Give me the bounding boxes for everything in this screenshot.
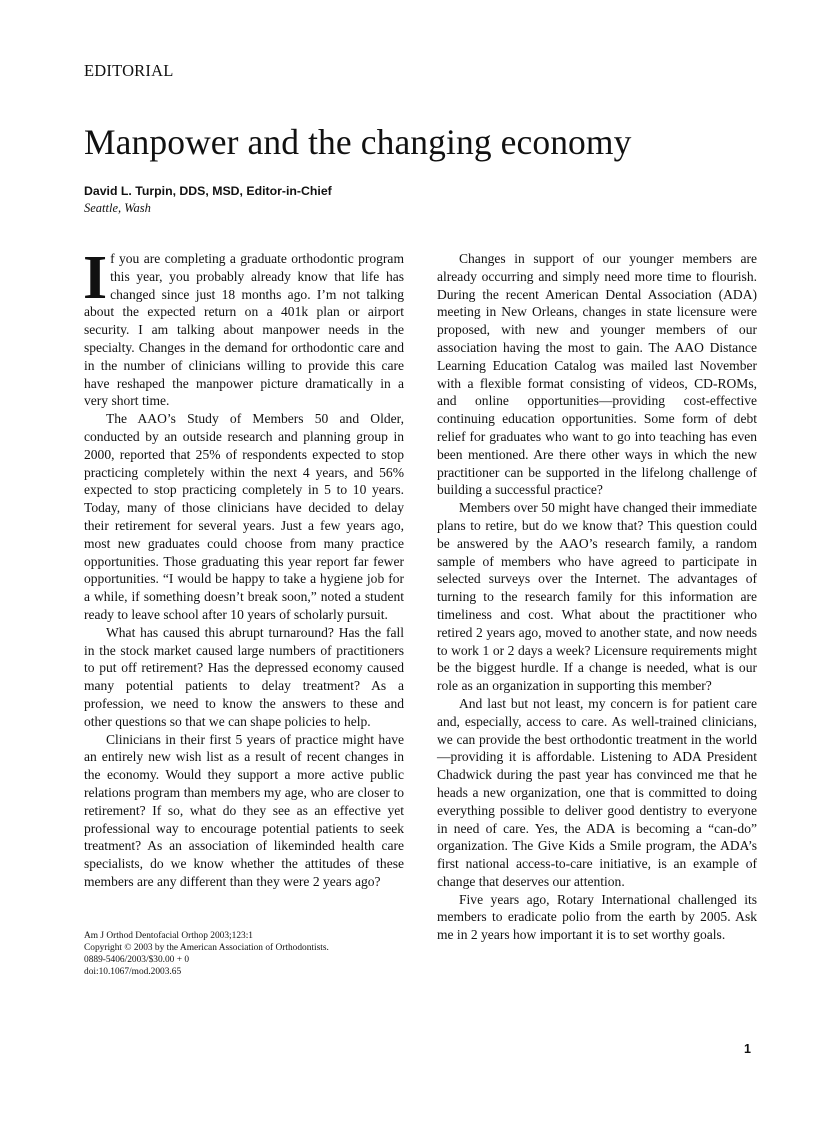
paragraph: And last but not least, my concern is for patient care and, especially, access to care. As well-trained clinicians, we can provide the best orthodontic treatment in the world—providing it is affordable. Listening to ADA President Chadwick during the past year has convinced me that he heads a new organization, one that is committed to doing everything possible to deliver good dentistry to everyone in need of care. Yes, the ADA is becoming a “can-do” organization. The Give Kids a Smile program, the ADA’s first national access-to-care initiative, is an example of change that deserves our attention. (437, 695, 757, 889)
author-location: Seattle, Wash (84, 201, 151, 215)
doi-link[interactable]: doi:10.1067/mod.2003.65 (84, 967, 182, 977)
paragraph: The AAO’s Study of Members 50 and Older, conducted by an outside research and planning group in 2000, reported that 25% of respondents expected to stop practicing completely within the next 4 years, and 56% expected to stop practicing completely in 5 to 10 years. Today, many of those clinicians have decided to delay their retirement for several years. Just a few years ago, most new graduates could choose from many practice opportunities. Those graduating this year report far fewer opportunities. “I would be happy to take a hygiene job for a while, if something doesn’t break soon,” noted a student ready to leave school after 10 years of scholarly pursuit. (84, 411, 404, 622)
left-column (83, 244, 404, 891)
paragraph: Changes in support of our younger members are already occurring and simply need more time to flourish. During the recent American Dental Association (ADA) meeting in New Orleans, changes in state licensure were proposed, with new and younger members of our association having the most to gain. The AAO Distance Learning Education Catalog was mailed last November with a flexible format consisting of videos, CD-ROMs, and online opportunities—providing cost-effective continuing education opportunities. Some form of debt relief for graduates who want to go into teaching has even been mentioned. Are there other ways in which the new practitioner can be supported in the lifelong challenge of building a successful practice? (437, 251, 757, 498)
paragraph: Five years ago, Rotary International challenged its members to eradicate polio from the earth by 2005. Ask me in 2 years how important it is to set worthy goals. (437, 891, 757, 943)
copyright-notice: Copyright © 2003 by the American Association of Orthodontists. (84, 943, 329, 953)
paragraph-text: f you are completing a graduate orthodontic program this year, you probably already know that life has changed since just 18 months ago. I’m not talking about the expected return on a 401k plan or airport security. I am talking about manpower needs in the specialty. Changes in the demand for orthodontic care and in the number of clinicians willing to provide this care have reshaped the manpower picture dramatically in a very short time. (84, 251, 404, 409)
paragraph: Clinicians in their first 5 years of practice might have an entirely new wish list as a result of recent changes in the economy. Would they support a more active public relations program than members my age, who are closer to retirement? If so, what do they see as an effective yet professional way to encourage potential patients to seek treatment? As an association of likeminded health care specialists, do we know whether the attitudes of these members are any different than they were 2 years ago? (84, 731, 404, 889)
drop-cap: I (83, 244, 108, 312)
section-label: EDITORIAL (84, 61, 174, 80)
journal-citation: Am J Orthod Dentofacial Orthop 2003;123:1 (84, 931, 253, 941)
paragraph: Members over 50 might have changed their immediate plans to retire, but do we know that? This question could be answered by the AAO’s research family, a random sample of members who have agreed to participate in selected surveys over the Internet. The advantages of turning to the research family for this information are timeliness and cost. What about the practitioner who retired 2 years ago, moved to another state, and now needs to work 1 or 2 days a week? Licensure requirements might be the biggest hurdle. If a change is needed, what is our role as an organization in supporting this member? (437, 500, 757, 694)
article-title: Manpower and the changing economy (84, 122, 632, 162)
article-footnote (84, 930, 329, 978)
right-column (437, 250, 757, 944)
paragraph: What has caused this abrupt turnaround? Has the fall in the stock market caused large numbers of practitioners to put off retirement? Has the depressed economy caused many potential patients to delay treatment? As a profession, we need to know the answers to these and other questions so that we can shape policies to help. (84, 624, 404, 729)
author-byline: David L. Turpin, DDS, MSD, Editor-in-Chief (84, 184, 332, 198)
page-number: 1 (744, 1042, 751, 1056)
paragraph (83, 244, 404, 410)
issn-price: 0889-5406/2003/$30.00 + 0 (84, 955, 190, 965)
